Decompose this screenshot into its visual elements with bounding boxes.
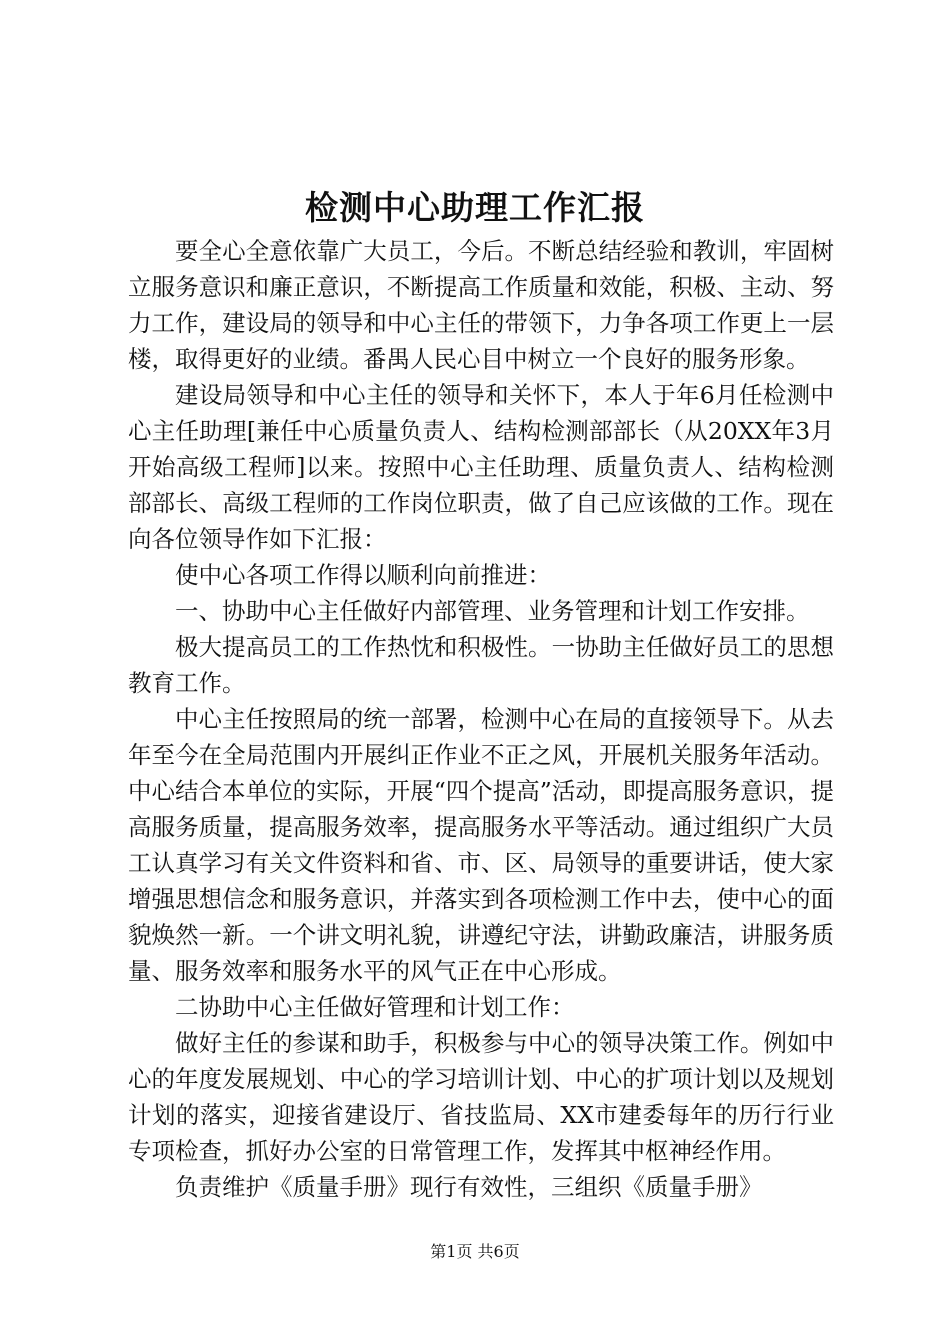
document-body	[128, 233, 834, 1205]
page-number-footer: 第1页 共6页	[430, 1242, 520, 1261]
paragraph: 建设局领导和中心主任的领导和关怀下，本人于年6月任检测中心主任助理[兼任中心质量负责人、结构检测部部长（从20XX年3月开始高级工程师]以来。按照中心主任助理、质量负责人、结构检测部部长、高级工程师的工作岗位职责，做了自己应该做的工作。现在向各位领导作如下汇报：	[128, 381, 834, 553]
paragraph: 使中心各项工作得以顺利向前推进：	[175, 561, 551, 589]
document-title: 检测中心助理工作汇报	[305, 188, 645, 227]
paragraph: 要全心全意依靠广大员工，今后。不断总结经验和教训，牢固树立服务意识和廉正意识，不断提高工作质量和效能，积极、主动、努力工作，建设局的领导和中心主任的带领下，力争各项工作更上一层楼，取得更好的业绩。番禺人民心目中树立一个良好的服务形象。	[128, 237, 834, 373]
paragraph: 二协助中心主任做好管理和计划工作：	[175, 993, 575, 1021]
paragraph: 负责维护《质量手册》现行有效性，三组织《质量手册》	[175, 1173, 763, 1201]
paragraph: 极大提高员工的工作热忱和积极性。一协助主任做好员工的思想教育工作。	[128, 633, 834, 697]
paragraph: 中心主任按照局的统一部署，检测中心在局的直接领导下。从去年至今在全局范围内开展纠正作业不正之风，开展机关服务年活动。中心结合本单位的实际，开展“四个提高”活动，即提高服务意识，提高服务质量，提高服务效率，提高服务水平等活动。通过组织广大员工认真学习有关文件资料和省、市、区、局领导的重要讲话，使大家增强思想信念和服务意识，并落实到各项检测工作中去，使中心的面貌焕然一新。一个讲文明礼貌，讲遵纪守法，讲勤政廉洁，讲服务质量、服务效率和服务水平的风气正在中心形成。	[128, 705, 834, 985]
paragraph: 做好主任的参谋和助手，积极参与中心的领导决策工作。例如中心的年度发展规划、中心的学习培训计划、中心的扩项计划以及规划计划的落实，迎接省建设厅、省技监局、XX市建委每年的历行行业专项检查，抓好办公室的日常管理工作，发挥其中枢神经作用。	[128, 1029, 834, 1165]
paragraph: 一、协助中心主任做好内部管理、业务管理和计划工作安排。	[175, 597, 810, 625]
